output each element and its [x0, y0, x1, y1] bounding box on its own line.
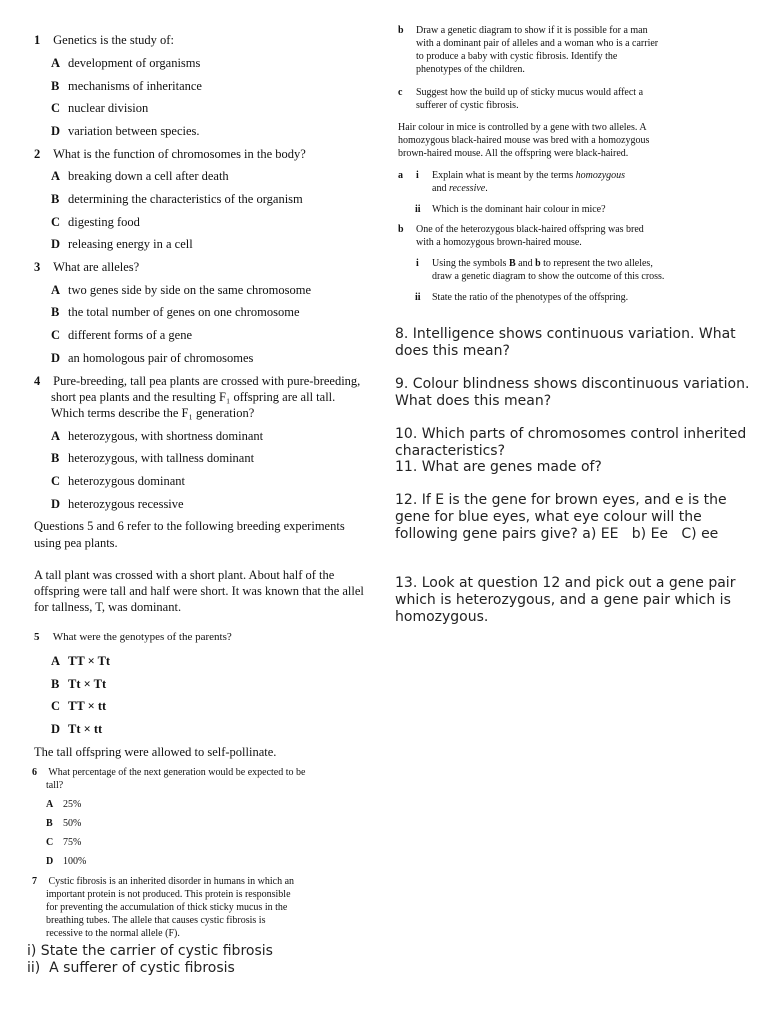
option-text: heterozygous, with tallness dominant	[68, 451, 255, 465]
option-text: two genes side by side on the same chromosome	[68, 283, 312, 297]
q7-part-i: i) State the carrier of cystic fibrosis	[27, 943, 273, 959]
option	[51, 236, 193, 252]
subpart-label: ii	[415, 204, 421, 215]
option-letter: D	[51, 124, 61, 138]
question-text-line: Which terms describe the F₁ generation?	[51, 406, 255, 420]
section-intro-line: Questions 5 and 6 refer to the following breeding experiments	[34, 519, 345, 533]
question-8: 8. Intelligence shows continuous variation. What does this mean?	[395, 326, 736, 359]
part-text-line: Suggest how the build up of sticky mucus would affect a	[416, 87, 644, 98]
option-text: different forms of a gene	[68, 328, 193, 342]
part-text-line: with a homozygous brown-haired mouse.	[416, 237, 582, 248]
question-number: 5	[34, 631, 40, 643]
part-text-line: to produce a baby with cystic fibrosis. Identify the	[416, 51, 618, 62]
question-text-line: for preventing the accumulation of thick sticky mucus in the	[46, 902, 288, 913]
term-italic: recessive	[448, 183, 486, 194]
question-text-line: recessive to the normal allele (F).	[46, 928, 180, 939]
part-text-line: with a dominant pair of alleles and a woman who is a carrier	[416, 38, 659, 49]
option-letter: D	[51, 351, 61, 365]
option-letter: A	[51, 429, 61, 443]
option	[46, 856, 86, 869]
subpart-text: Which is the dominant hair colour in mice?	[432, 204, 606, 215]
option-text: releasing energy in a cell	[68, 237, 193, 251]
option-text: an homologous pair of chromosomes	[68, 351, 254, 365]
option-letter: B	[51, 192, 60, 206]
question-text: Genetics is the study of:	[53, 33, 174, 47]
part-letter: c	[398, 87, 403, 98]
option-letter: B	[46, 818, 53, 829]
option-letter: C	[51, 474, 61, 488]
question-number: 3	[34, 260, 41, 274]
option-text: 50%	[63, 818, 82, 829]
question-7	[32, 876, 294, 889]
part-text-line: phenotypes of the children.	[416, 64, 525, 75]
option-text: the total number of genes on one chromosome	[68, 305, 300, 319]
scenario-line: A tall plant was crossed with a short plant. About half of the	[34, 568, 335, 582]
subpart-text: draw a genetic diagram to show the outcome of this cross.	[432, 271, 665, 282]
option	[51, 496, 184, 512]
question-5	[34, 631, 232, 645]
question-13: 13. Look at question 12 and pick out a gene pair which is heterozygous, and a gene pair which is homozygous.	[395, 575, 736, 625]
option	[51, 100, 148, 116]
question-number: 1	[34, 33, 41, 47]
option	[51, 214, 140, 230]
text-run: Explain what is meant by the terms	[432, 170, 576, 181]
option	[51, 123, 200, 139]
question-6	[32, 767, 305, 780]
option	[46, 799, 81, 812]
option	[51, 168, 229, 184]
option-text: 100%	[63, 856, 87, 867]
option-letter: D	[51, 722, 61, 736]
option	[46, 837, 81, 850]
option	[51, 428, 263, 444]
text-run: and	[432, 183, 449, 194]
option	[51, 282, 311, 298]
text-run: to represent the two alleles,	[540, 258, 653, 269]
question-number: 2	[34, 147, 41, 161]
option-letter: A	[51, 283, 61, 297]
option-text: 25%	[63, 799, 82, 810]
subpart-label: i	[416, 258, 419, 269]
symbol-bold: B	[508, 258, 516, 269]
section-intro-line: using pea plants.	[34, 536, 118, 550]
option-letter: C	[46, 837, 54, 848]
question-text-line: important protein is not produced. This protein is responsible	[46, 889, 291, 900]
scenario-line: for tallness, T, was dominant.	[34, 600, 182, 614]
option	[51, 78, 202, 94]
option-letter: A	[46, 799, 54, 810]
option	[51, 450, 254, 466]
option-letter: A	[51, 56, 61, 70]
subpart-text	[432, 258, 653, 271]
option-letter: A	[51, 654, 61, 668]
question-text: What are alleles?	[53, 260, 140, 274]
question-text-line: breathing tubes. The allele that causes cystic fibrosis is	[46, 915, 266, 926]
option	[51, 55, 200, 71]
symbol-bold: b	[535, 258, 541, 269]
question-10: 10. Which parts of chromosomes control inherited characteristics?	[395, 426, 747, 459]
mice-intro-line: brown-haired mouse. All the offspring were black-haired.	[398, 148, 629, 159]
question-3	[34, 259, 139, 275]
question-4	[34, 373, 360, 389]
question-12: 12. If E is the gene for brown eyes, and e is the gene for blue eyes, what eye colour will the following gene pairs give? a) EE b) Ee C) ee	[395, 492, 727, 542]
question-text-line: What percentage of the next generation would be expected to be	[48, 767, 306, 778]
option-text: heterozygous dominant	[68, 474, 185, 488]
option	[46, 818, 81, 831]
question-11: 11. What are genes made of?	[395, 459, 602, 475]
option-text: breaking down a cell after death	[68, 169, 229, 183]
part-letter: b	[398, 25, 404, 36]
option-letter: C	[51, 101, 61, 115]
option-letter: D	[46, 856, 54, 867]
mice-intro-line: Hair colour in mice is controlled by a gene with two alleles. A	[398, 122, 647, 133]
scenario-line: offspring were tall and half were short. It was known that the allel	[34, 584, 364, 598]
option-letter: A	[51, 169, 61, 183]
question-1	[34, 32, 174, 48]
question-text-line: tall?	[46, 780, 64, 791]
subpart-text: State the ratio of the phenotypes of the offspring.	[432, 292, 629, 303]
option-text: heterozygous recessive	[68, 497, 184, 511]
option	[51, 653, 110, 669]
option-letter: C	[51, 699, 61, 713]
option-letter: B	[51, 305, 60, 319]
term-italic: homozygous	[575, 170, 626, 181]
part-letter: a	[398, 170, 403, 181]
part-text-line: Draw a genetic diagram to show if it is possible for a man	[416, 25, 648, 36]
option	[51, 676, 106, 692]
question-text-line: short pea plants and the resulting F₁ offspring are all tall.	[51, 390, 336, 404]
option-text: mechanisms of inheritance	[68, 79, 202, 93]
part-text-line: One of the heterozygous black-haired offspring was bred	[416, 224, 644, 235]
option	[51, 721, 102, 737]
subpart-label: ii	[415, 292, 421, 303]
question-text-line: Cystic fibrosis is an inherited disorder in humans in which an	[48, 876, 295, 887]
option-text: development of organisms	[68, 56, 201, 70]
subpart-text	[432, 183, 488, 196]
part-text-line: sufferer of cystic fibrosis.	[416, 100, 519, 111]
option-letter: B	[51, 79, 60, 93]
option	[51, 350, 253, 366]
question-text: What were the genotypes of the parents?	[52, 631, 232, 643]
question-number: 7	[32, 876, 37, 887]
question-number: 4	[34, 374, 41, 388]
option-text: determining the characteristics of the organism	[68, 192, 303, 206]
option	[51, 473, 185, 489]
question-text-line: Pure-breeding, tall pea plants are crossed with pure-breeding,	[53, 374, 361, 388]
option	[51, 698, 106, 714]
option-letter: D	[51, 237, 61, 251]
option-text: nuclear division	[68, 101, 149, 115]
option-letter: C	[51, 215, 61, 229]
self-pollinate-note: The tall offspring were allowed to self-pollinate.	[34, 745, 277, 759]
option-text: TT × tt	[68, 699, 107, 713]
option-text: Tt × Tt	[68, 677, 107, 691]
option-text: heterozygous, with shortness dominant	[68, 429, 264, 443]
question-text: What is the function of chromosomes in the body?	[53, 147, 306, 161]
option	[51, 327, 192, 343]
question-9: 9. Colour blindness shows discontinuous variation. What does this mean?	[395, 376, 750, 409]
option-letter: B	[51, 677, 60, 691]
subpart-label: i	[416, 170, 419, 181]
option-text: variation between species.	[68, 124, 200, 138]
text-run: and	[515, 258, 536, 269]
option-letter: D	[51, 497, 61, 511]
mice-intro-line: homozygous black-haired mouse was bred with a homozygous	[398, 135, 650, 146]
question-2	[34, 146, 306, 162]
q7-part-ii: ii) A sufferer of cystic fibrosis	[27, 960, 235, 976]
option-text: TT × Tt	[68, 654, 111, 668]
question-number: 6	[32, 767, 37, 778]
part-letter: b	[398, 224, 404, 235]
option-text: 75%	[63, 837, 82, 848]
option	[51, 304, 300, 320]
option	[51, 191, 303, 207]
option-text: digesting food	[68, 215, 140, 229]
option-letter: B	[51, 451, 60, 465]
option-letter: C	[51, 328, 61, 342]
text-run: .	[485, 183, 488, 194]
subpart-text	[432, 170, 625, 183]
option-text: Tt × tt	[68, 722, 103, 736]
text-run: Using the symbols	[432, 258, 509, 269]
